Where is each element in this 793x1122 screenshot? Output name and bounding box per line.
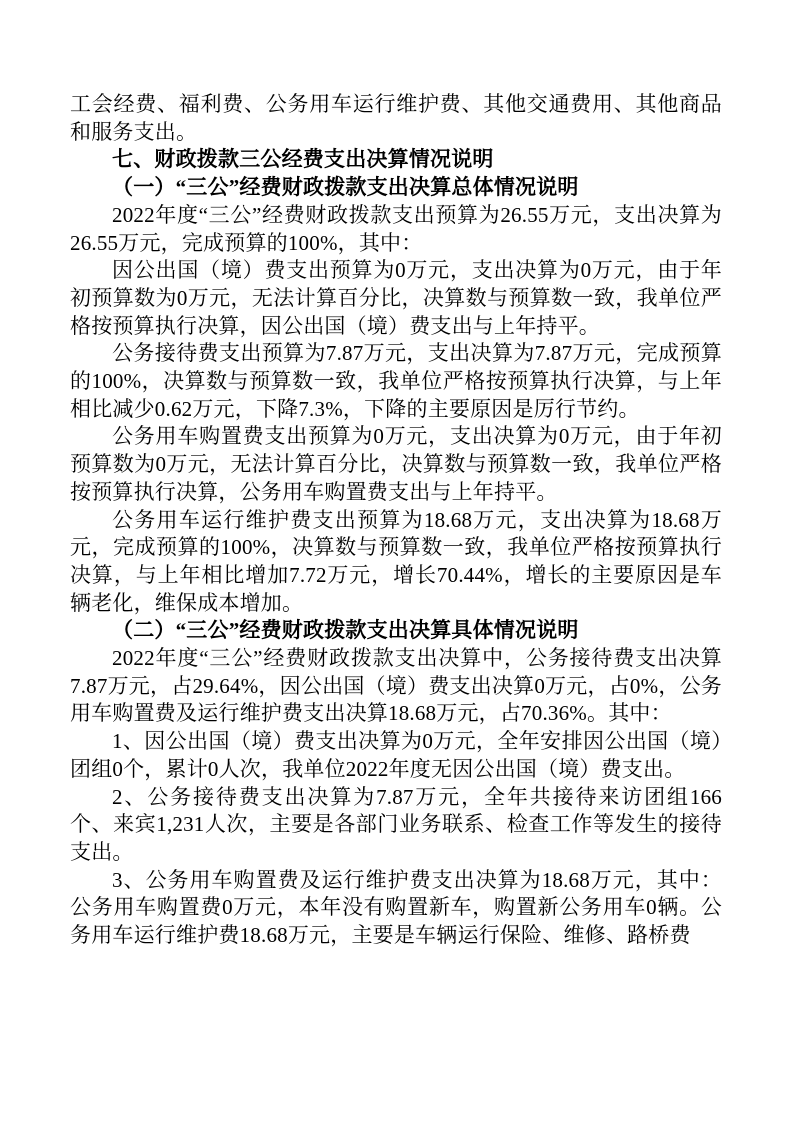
subsection-heading-two: （二）“三公”经费财政拨款支出决算具体情况说明 [112, 618, 579, 643]
body-text: 2022年度“三公”经费财政拨款支出决算中，公务接待费支出决算7.87万元，占29.64%，因公出国（境）费支出决算0万元，占0%，公务用车购置费及运行维护费支出决算18.68万元，占70.36%。其中： [70, 646, 722, 726]
subsection-heading-one: （一）“三公”经费财政拨款支出决算总体情况说明 [112, 175, 579, 200]
section-heading-seven: 七、财政拨款三公经费支出决算情况说明 [112, 147, 494, 172]
document-content [70, 91, 722, 950]
body-text: 2022年度“三公”经费财政拨款支出预算为26.55万元，支出决算为26.55万元，完成预算的100%，其中： [70, 202, 722, 255]
body-text: 公务用车购置费支出预算为0万元，支出决算为0万元，由于年初预算数为0万元，无法计算百分比，决算数与预算数一致，我单位严格按预算执行决算，公务用车购置费支出与上年持平。 [70, 424, 722, 504]
body-text-continuation: 工会经费、福利费、公务用车运行维护费、其他交通费用、其他商品和服务支出。 [70, 92, 722, 144]
body-text: 2、公务接待费支出决算为7.87万元，全年共接待来访团组166个、来宾1,231人次，主要是各部门业务联系、检查工作等发生的接待支出。 [70, 784, 722, 864]
body-text: 3、公务用车购置费及运行维护费支出决算为18.68万元，其中：公务用车购置费0万元，本年没有购置新车，购置新公务用车0辆。公务用车运行维护费18.68万元，主要是车辆运行保险、维修、路桥费 [70, 867, 722, 948]
body-text: 公务接待费支出预算为7.87万元，支出决算为7.87万元，完成预算的100%，决算数与预算数一致，我单位严格按预算执行决算，与上年相比减少0.62万元，下降7.3%，下降的主要原因是厉行节约。 [70, 341, 722, 421]
body-text: 公务用车运行维护费支出预算为18.68万元，支出决算为18.68万元，完成预算的100%，决算数与预算数一致，我单位严格按预算执行决算，与上年相比增加7.72万元，增长70.44%，增长的主要原因是车辆老化，维保成本增加。 [70, 507, 722, 615]
body-text: 1、因公出国（境）费支出决算为0万元，全年安排因公出国（境）团组0个，累计0人次，我单位2022年度无因公出国（境）费支出。 [70, 729, 722, 781]
body-text: 因公出国（境）费支出预算为0万元，支出决算为0万元，由于年初预算数为0万元，无法计算百分比，决算数与预算数一致，我单位严格按预算执行决算，因公出国（境）费支出与上年持平。 [70, 258, 722, 338]
